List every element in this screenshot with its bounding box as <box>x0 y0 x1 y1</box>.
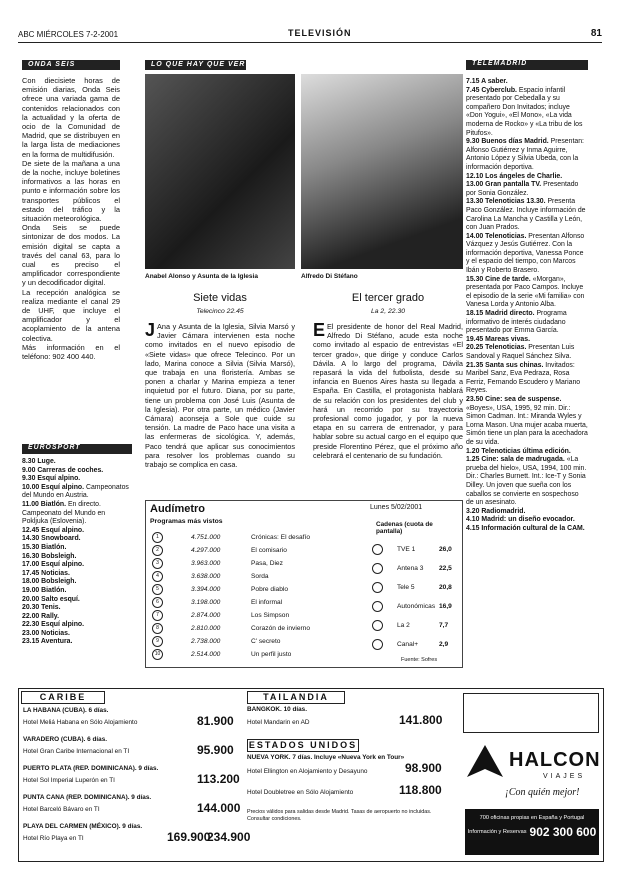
price: 113.200 <box>197 772 240 786</box>
channel-row <box>372 619 458 633</box>
page-header <box>18 28 602 43</box>
schedule-item <box>466 233 588 276</box>
audimetro-date: Lunes 5/02/2001 <box>370 504 423 511</box>
schedule-time-title: 20.00 Salto esquí. <box>22 595 80 603</box>
program-name: El informal <box>251 599 283 606</box>
channel-share: 2,9 <box>439 641 449 648</box>
title-tercer-grado: El tercer grado <box>351 292 425 304</box>
eurosport-bar: EUROSPORT <box>22 444 132 454</box>
rank-icon: 4 <box>152 571 163 582</box>
rank-icon: 2 <box>152 545 163 556</box>
program-name: Corazón de invierno <box>251 625 311 632</box>
channel-row <box>372 600 458 614</box>
program-name: Pasa, Diez <box>251 560 283 567</box>
channel-icon <box>372 601 383 612</box>
program-viewers: 2.810.000 <box>191 625 221 632</box>
schedule-time-title: 22.30 Esquí alpino. <box>22 621 85 629</box>
phone-number: 902 300 600 <box>529 825 597 839</box>
program-viewers: 2.874.000 <box>191 612 221 619</box>
schedule-item <box>466 362 588 396</box>
photo-siete-vidas <box>145 74 295 269</box>
schedule-time-title: 14.30 Snowboard. <box>22 535 81 543</box>
onda-seis-bar: ONDA SEIS <box>22 60 120 70</box>
price: 144.000 <box>197 801 241 815</box>
program-name: El comisario <box>251 547 287 554</box>
program-name: Crónicas: El desafío <box>251 534 311 541</box>
program-row <box>152 557 362 571</box>
caption-2: Alfredo Di Stéfano <box>301 273 358 280</box>
rank-icon: 5 <box>152 584 163 595</box>
program-name: C' secreto <box>251 638 281 645</box>
eurosport-schedule <box>22 444 132 647</box>
price: 95.900 <box>197 743 234 757</box>
destination: PUERTO PLATA (REP. DOMINICANA). 9 días. <box>23 765 159 772</box>
schedule-time-title: 7.15 A saber. <box>466 78 508 85</box>
audimetro-title: Audímetro <box>150 503 205 515</box>
program-row <box>152 570 362 584</box>
rank-icon: 7 <box>152 610 163 621</box>
hotel: Hotel Sol Imperial Luperón en TI <box>23 777 115 784</box>
audimetro-box <box>145 500 463 668</box>
price: 169.900 <box>167 830 211 844</box>
program-row <box>152 531 362 545</box>
phone-note: 700 oficinas propias en España y Portugal <box>479 815 585 821</box>
schedule-desc: Presentan: Alfonso Gutiérrez y Inma Aguirre, Antonio López y Silvia Ubeda, con la información deportiva. <box>466 138 584 171</box>
hotel: Hotel Barceló Bávaro en TI <box>23 806 100 813</box>
hotel: Hotel Río Playa en TI <box>23 835 84 842</box>
channels-heading: Cadenas (cuota de pantalla) <box>376 521 433 535</box>
program-row <box>152 648 362 662</box>
brand-slogan: ¡Con quién mejor! <box>505 787 580 798</box>
sub-siete-vidas: Telecinco 22.45 <box>196 308 244 315</box>
schedule-time-title: 18.00 Bobsleigh. <box>22 578 77 586</box>
article-tercer-grado: E El presidente de honor del Real Madrid, Alfredo Di Stéfano, acude esta noche como invitado al espacio de entrevistas «El tercer grado», que dirige y conduce Carlos Dávila. A lo largo del programa, Dávila repasará la vida del futbolista, desde su infancia en Buenos Aires hasta su llegada a España. En Castilla, el protagonista hablará de su relación con los presidentes del club y hará un recorrido por su trayectoria profesional como jugador, y por la nueva etapa en su carrera de entrenador, y para hablar sobre su actual cargo en el equipo que preside Florentino Pérez, que el próximo año celebrará el centenario de su fundación. <box>313 320 463 460</box>
schedule-time-title: 13.30 Telenoticias 13.30. <box>466 198 546 206</box>
program-viewers: 3.638.000 <box>191 573 221 580</box>
rank-icon: 1 <box>152 532 163 543</box>
program-name: Un perfil justo <box>251 651 292 658</box>
program-viewers: 3.963.000 <box>191 560 221 567</box>
halcon-logo-icon <box>465 743 505 783</box>
schedule-item <box>466 198 588 232</box>
hotel: Hotel Meliá Habana en Sólo Alojamiento <box>23 719 138 726</box>
usa-heading: ESTADOS UNIDOS <box>248 740 358 750</box>
schedule-item <box>22 621 132 630</box>
schedule-desc: Presenta Paco González. Incluye información de Carolina La Mancha y Castilla y León, con Juan Prados. <box>466 198 586 232</box>
channel-share: 22,5 <box>439 565 452 572</box>
feature-bar: LO QUE HAY QUE VER <box>145 60 246 70</box>
usa-hotel-2: Hotel Doubletree en Sólo Alojamiento <box>247 789 354 796</box>
schedule-time-title: 9.00 Carreras de coches. <box>22 466 104 474</box>
rank-icon: 9 <box>152 636 163 647</box>
schedule-desc: Espacio infantil presentado por Cebedalla y su compañero Don Invitados; incluye «Don Yogui», «El Mono», «La vida moderna de Rocko» y «La tribu de los Pitufos». <box>466 86 583 137</box>
program-viewers: 2.514.000 <box>191 651 221 658</box>
schedule-time-title: 11.00 Biatlón. <box>22 500 67 508</box>
page-number: 81 <box>590 28 602 39</box>
schedule-item <box>466 456 588 508</box>
channel-share: 7,7 <box>439 622 449 629</box>
programs-heading: Programas más vistos <box>150 518 223 525</box>
schedule-time-title: 23.00 Noticias. <box>22 629 70 637</box>
schedule-desc: Invitados: Maribel Sanz, Eva Pedraza, Rosa Ferriz, Fernando Escudero y Mariano Reyes. <box>466 361 581 395</box>
schedule-item <box>22 578 132 587</box>
schedule-time-title: 16.30 Bobsleigh. <box>22 552 77 560</box>
schedule-item <box>466 448 588 457</box>
program-name: Sorda <box>251 573 269 580</box>
program-viewers: 2.738.000 <box>191 638 221 645</box>
sub-tercer-grado: La 2, 22.30 <box>370 308 405 315</box>
channel-name: Antena 3 <box>397 565 424 572</box>
schedule-item <box>466 173 588 182</box>
schedule-time-title: 20.25 Telenoticias. <box>466 344 527 352</box>
schedule-time-title: 8.30 Luge. <box>22 458 56 465</box>
channel-share: 20,8 <box>439 584 452 591</box>
channel-icon <box>372 620 383 631</box>
program-row <box>152 609 362 623</box>
program-viewers: 3.198.000 <box>191 599 221 606</box>
schedule-desc: En directo. Campeonato del Mundo en Pokljuka (Eslovenia). <box>22 500 106 526</box>
onda-seis-column <box>22 60 120 361</box>
usa-price-2: 118.800 <box>399 783 442 797</box>
schedule-time-title: 1.25 Cine: sala de madrugada. <box>466 456 565 464</box>
schedule-item <box>22 561 132 570</box>
schedule-time-title: 22.00 Rally. <box>22 612 60 620</box>
schedule-item <box>22 570 132 579</box>
channel-row <box>372 581 458 595</box>
travel-ad <box>18 688 604 862</box>
schedule-item <box>22 613 132 622</box>
program-row <box>152 583 362 597</box>
schedule-time-title: 20.30 Tenis. <box>22 604 61 612</box>
schedule-time-title: 19.45 Mareas vivas. <box>466 335 530 343</box>
schedule-time-title: 19.00 Biatlón. <box>22 586 67 594</box>
schedule-item <box>466 344 588 361</box>
tailandia-price: 141.800 <box>399 713 443 727</box>
channel-name: La 2 <box>397 622 410 629</box>
schedule-time-title: 7.45 Cyberclub. <box>466 86 517 94</box>
telemadrid-bar: TELEMADRID <box>466 60 588 70</box>
destination: PLAYA DEL CARMEN (MÉXICO). 9 días. <box>23 823 143 830</box>
schedule-desc: Programa informativo de interés ciudadano presentado por Emma García. <box>466 310 567 335</box>
brand-sub: VIAJES <box>543 773 586 780</box>
hotel: Hotel Gran Caribe Internacional en TI <box>23 748 130 755</box>
schedule-time-title: 4.15 Información cultural de la CAM. <box>466 524 585 532</box>
brand-name: HALCON <box>509 749 601 771</box>
schedule-item <box>22 587 132 596</box>
phone-box <box>465 809 599 855</box>
program-row <box>152 622 362 636</box>
usa-price-1: 98.900 <box>405 761 442 775</box>
schedule-item <box>22 501 132 527</box>
channel-row <box>372 543 458 557</box>
paragraph: De siete de la mañana a una de la noche, incluye boletines informativos a las horas en punto e información sobre los transportes públicos el estado del tráfico y la situación meteorológica. <box>22 158 120 224</box>
schedule-time-title: 13.00 Gran pantalla TV. <box>466 181 542 189</box>
program-name: Los Simpson <box>251 612 290 619</box>
schedule-item <box>466 508 588 517</box>
schedule-item <box>22 535 132 544</box>
channel-name: Canal+ <box>397 641 419 648</box>
schedule-item <box>466 525 588 534</box>
schedule-time-title: 15.30 Biatlón. <box>22 543 67 551</box>
schedule-item <box>22 544 132 553</box>
halcon-info-box <box>463 693 599 733</box>
photo-di-stefano <box>301 74 463 269</box>
channel-share: 16,9 <box>439 603 452 610</box>
schedule-item <box>22 527 132 536</box>
schedule-time-title: 9.30 Buenos días Madrid. <box>466 138 549 146</box>
schedule-item <box>22 630 132 639</box>
channel-share: 26,0 <box>439 546 452 553</box>
channel-row <box>372 638 458 652</box>
channel-name: TVE 1 <box>397 546 416 553</box>
schedule-time-title: 17.45 Noticias. <box>22 569 70 577</box>
destination: LA HABANA (CUBA). 6 días. <box>23 707 109 714</box>
fine-print: Precios válidos para salidas desde Madrid. Tasas de aeropuerto no incluidas. Consultar condiciones. <box>247 809 432 822</box>
telemadrid-schedule <box>466 60 588 533</box>
paragraph: Con diecisiete horas de emisión diarias, Onda Seis ofrece una variada gama de contenidos relacionados con la actualidad y la oferta de ocio de la Comunidad de Madrid, que se distribuyen en la larga lista de mediaciones en la forma de multidifusión. <box>22 76 120 159</box>
schedule-desc: «La prueba del hielo», USA, 1994, 100 min. Dir.: Charles Burnett. Int.: Ice-T y Sonia Dilley. Un joven que sueña con los caballos se convierte en sospechoso de un asesinato. <box>466 456 587 507</box>
schedule-desc: «Morgan», presentada por Paco Campos. Incluye el episodio de la serie «Mi familia» con Vanesa Lorda y Antonio Alba. <box>466 275 585 309</box>
schedule-time-title: 23.15 Aventura. <box>22 638 73 646</box>
schedule-item <box>466 516 588 525</box>
program-row <box>152 544 362 558</box>
channel-row <box>372 562 458 576</box>
destination: VARADERO (CUBA). 6 días. <box>23 736 108 743</box>
schedule-time-title: 21.35 Santa sus chinas. <box>466 361 544 369</box>
schedule-item <box>22 638 132 647</box>
article-siete-vidas: J Ana y Asunta de la Iglesia, Silvia Marsó y Javier Cámara intervienen esta noche como invitados en el nuevo episodio de «Siete vidas» que ofrece Telecinco. Por un lado, Marina conoce a Silvia (Silvia Marsó), que trabaja en una floristería. Ambas se ponen a charlar y Marina empieza a tener inquietud por el futuro. Diana, por su parte, tiene un problema con José Luis (Asunta de la Iglesia). Por otra parte, un médico (Javier Cámara) aconseja a Sole que cuide su tensión. La madre de Paco hace una visita a las enfermeras de sicológica. Y, además, Paco tendrá que aplicar sus conocimientos para resolver los problemas cuando su trabajo se complica en casa. <box>145 320 295 470</box>
program-viewers: 4.751.000 <box>191 534 221 541</box>
schedule-time-title: 4.10 Madrid: un diseño evocador. <box>466 516 575 524</box>
schedule-item <box>466 87 588 139</box>
schedule-item <box>22 458 132 467</box>
schedule-desc: Campeonatos del Mundo en Austria. <box>22 483 129 500</box>
schedule-time-title: 18.15 Madrid directo. <box>466 310 535 318</box>
schedule-time-title: 12.10 Los ángeles de Charlie. <box>466 172 563 180</box>
schedule-item <box>22 467 132 476</box>
price: 81.900 <box>197 714 234 728</box>
title-siete-vidas: Siete vidas <box>193 292 247 304</box>
schedule-item <box>466 276 588 310</box>
paragraph: Onda Seis se puede sintonizar de dos modos. La emisión digital se capta a través del canal 63, para lo cual es preciso el amplificador correspondiente y un decodificador digital. <box>22 223 120 288</box>
schedule-time-title: 15.30 Cine de tarde. <box>466 275 531 283</box>
header-date: ABC MIÉRCOLES 7-2-2001 <box>18 30 119 39</box>
caption-1: Anabel Alonso y Asunta de la Iglesia <box>145 273 258 280</box>
channel-icon <box>372 639 383 650</box>
section-title: TELEVISIÓN <box>288 28 352 38</box>
center-feature <box>145 60 463 470</box>
schedule-item <box>466 396 588 448</box>
program-viewers: 4.297.000 <box>191 547 221 554</box>
channel-icon <box>372 582 383 593</box>
usa-dest: NUEVA YORK. 7 días. Incluye «Nueva York en Tour» <box>247 754 405 761</box>
schedule-item <box>22 553 132 562</box>
program-row <box>152 596 362 610</box>
schedule-item <box>466 78 588 87</box>
schedule-item <box>466 310 588 336</box>
schedule-time-title: 9.30 Esquí alpino. <box>22 475 81 483</box>
schedule-desc: Presentado por Sonia González. <box>466 181 579 197</box>
schedule-time-title: 1.20 Telenoticias última edición. <box>466 447 571 455</box>
schedule-time-title: 3.20 Radiomadrid. <box>466 507 526 515</box>
schedule-item <box>466 138 588 172</box>
schedule-desc: Presentan Luis Sandoval y Raquel Sánchez Silva. <box>466 344 575 360</box>
rank-icon: 8 <box>152 623 163 634</box>
schedule-time-title: 10.00 Esquí alpino. <box>22 483 85 491</box>
schedule-time-title: 14.00 Telenoticias. <box>466 232 527 240</box>
schedule-item <box>22 484 132 501</box>
schedule-desc: Presentan Alfonso Vázquez y Jesús Gutiérrez. Con la información deportiva, Vanessa Ponce y el espacio del tiempo, con Marcos Ibán y Roberto Brasero. <box>466 232 585 275</box>
program-viewers: 3.394.000 <box>191 586 221 593</box>
paragraph: La recepción analógica se realiza mediante el canal 29 de UHF, que incluye el amplificador y el acoplamiento de la antena colectiva. <box>22 287 120 343</box>
price-alt: 234.900 <box>207 830 251 844</box>
program-row <box>152 635 362 649</box>
rank-icon: 6 <box>152 597 163 608</box>
usa-hotel-1: Hotel Ellington en Alojamiento y Desayuno <box>247 768 368 775</box>
tailandia-dest: BANGKOK. 10 días. <box>247 706 308 713</box>
paragraph: Más información en el teléfono: 902 400 440. <box>22 342 120 362</box>
schedule-item <box>466 336 588 345</box>
rank-icon: 10 <box>152 649 163 660</box>
channel-icon <box>372 563 383 574</box>
channel-icon <box>372 544 383 555</box>
channel-name: Tele 5 <box>397 584 415 591</box>
caribe-heading: CARIBE <box>21 691 105 704</box>
schedule-item <box>22 604 132 613</box>
phone-label: Información y Reservas <box>467 829 527 835</box>
tailandia-heading: TAILANDIA <box>247 691 345 704</box>
tailandia-hotel: Hotel Mandarin en AD <box>247 719 310 726</box>
schedule-item <box>22 475 132 484</box>
schedule-time-title: 23.50 Cine: sea de suspense. <box>466 395 562 403</box>
audimetro-source: Fuente: Sofres <box>401 657 438 663</box>
schedule-item <box>466 181 588 198</box>
channel-name: Autonómicas <box>397 603 436 610</box>
program-name: Pobre diablo <box>251 586 289 593</box>
schedule-desc: «Boyes», USA, 1995, 92 min. Dir.: Simon Cadman. Int.: Miranda Wyles y Lorna Mason. Una mujer acaba muerta, Simón tiene un plan para la acechadora de su vida. <box>466 404 588 446</box>
schedule-time-title: 17.00 Esquí alpino. <box>22 561 85 569</box>
schedule-time-title: 12.45 Esquí alpino. <box>22 526 85 534</box>
rank-icon: 3 <box>152 558 163 569</box>
destination: PUNTA CANA (REP. DOMINICANA). 9 días. <box>23 794 152 801</box>
schedule-item <box>22 596 132 605</box>
